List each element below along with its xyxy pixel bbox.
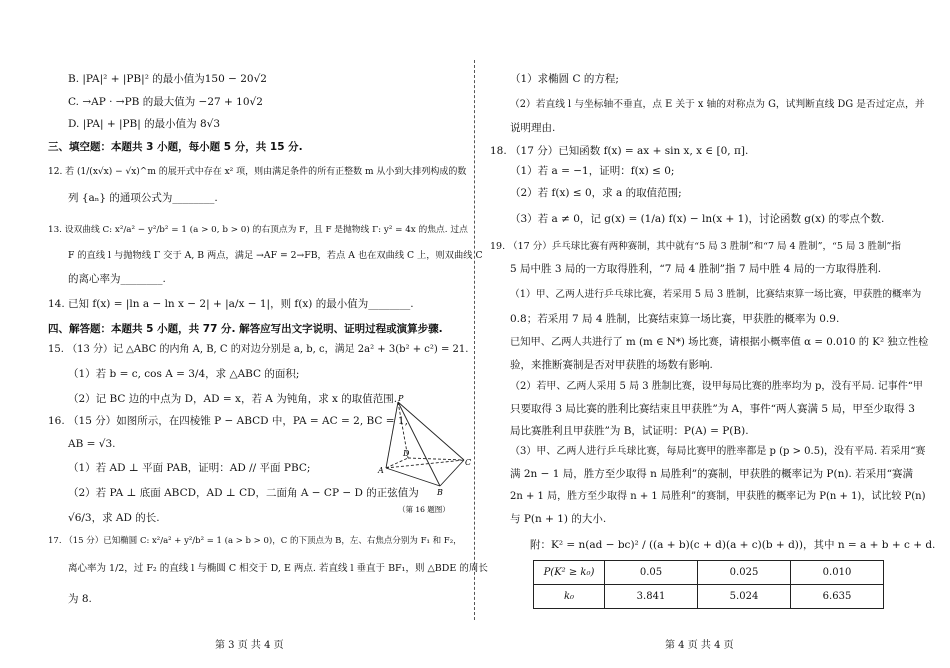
table-cell: 5.024 [698,585,791,609]
label-c: C [465,458,472,467]
right-text-line: 局比赛胜利且甲获胜”为 B，试证明：P(A) = P(B). [510,425,749,437]
left-text-line: 离心率为 1/2，过 F₂ 的直线 l 与椭圆 C 相交于 D, E 两点. 若直线 l 垂直于 BF₁，则 △BDE 的周长 [68,563,488,574]
table-cell: 0.025 [698,561,791,585]
right-text-line: 19. （17 分）乒乓球比赛有两种赛制，其中就有“5 局 3 胜制”和“7 局 4 胜制”，“5 局 3 胜制”指 [490,241,901,252]
left-text-line: AB = √3. [68,438,116,450]
left-text-line: 的离心率为________. [68,273,166,285]
left-text-line: 17. （15 分）已知椭圆 C: x²/a² + y²/b² = 1 (a > b > 0)，C 的下顶点为 B，左、右焦点分别为 F₁ 和 F₂， [48,536,462,546]
right-text-line: 已知甲、乙两人共进行了 m (m ∈ N*) 场比赛，请根据小概率值 α = 0.010 的 K² 独立性检 [510,336,929,348]
table-cell: 3.841 [605,585,698,609]
pyramid-figure [378,394,472,516]
right-text-line: （2）若甲、乙两人采用 5 局 3 胜制比赛，设甲每局比赛的胜率均为 p，没有平局. 记事件“甲 [510,381,923,392]
right-text-line: 5 局中胜 3 局的一方取得胜利，“7 局 4 胜制”指 7 局中胜 4 局的一方取得胜利. [510,263,882,275]
right-text-line: （1）甲、乙两人进行乒乓球比赛，若采用 5 局 3 胜制，比赛结束算一场比赛，甲获胜的概率为 [510,289,922,300]
table-cell: 6.635 [791,585,884,609]
k-squared-table [533,560,884,609]
left-text-line: 三、填空题：本题共 3 小题，每小题 5 分，共 15 分. [48,141,303,153]
right-text-line: （3）若 a ≠ 0，记 g(x) = (1/a) f(x) − ln(x + 1)，讨论函数 g(x) 的零点个数. [510,213,885,225]
right-text-line: 2n + 1 局，胜方至少取得 n + 1 局胜利”的赛制，甲获胜的概率记为 P(n + 1)，试比较 P(n) [510,491,926,502]
left-text-line: 列 {aₙ} 的通项公式为________. [68,192,218,204]
left-text-line: 15. （13 分）记 △ABC 的内角 A, B, C 的对边分别是 a, b, c，满足 2a² + 3(b² + c²) = 21. [48,344,469,355]
right-text-line: 满 2n − 1 局，胜方至少取得 n 局胜利”的赛制，甲获胜的概率记为 P(n). 若采用“赛满 [510,468,913,480]
right-text-line: 附：K² = n(ad − bc)² / ((a + b)(c + d)(a + c)(b + d))，其中 n = a + b + c + d. [530,539,936,551]
left-text-line: 四、解答题：本题共 5 小题，共 77 分. 解答应写出文字说明、证明过程或演算步骤. [48,323,443,335]
left-text-line: 14. 已知 f(x) = |ln a − ln x − 2| + |a/x − 1|，则 f(x) 的最小值为________. [48,298,414,310]
label-p: P [398,394,404,403]
label-d: D [403,449,410,458]
table-header-p: P(K² ≥ k₀) [534,561,605,585]
right-text-line: 0.8；若采用 7 局 4 胜制，比赛结束算一场比赛，甲获胜的概率为 0.9. [510,313,840,325]
left-text-line: C. →AP · →PB 的最大值为 −27 + 10√2 [68,96,263,108]
right-text-line: 说明理由. [510,122,556,134]
left-text-line: （2）若 PA ⊥ 底面 ABCD，AD ⊥ CD，二面角 A − CP − D 的正弦值为 [68,487,419,499]
left-text-line: F 的直线 l 与抛物线 Γ 交于 A, B 两点，满足 →AF = 2→FB，若点 A 也在双曲线 C 上，则双曲线 C [68,250,483,261]
page-divider [474,60,475,620]
figure-caption: （第 16 题图） [398,505,450,514]
left-text-line: （2）记 BC 边的中点为 D，AD = x，若 A 为钝角，求 x 的取值范围. [68,393,398,405]
right-footer: 第 4 页 共 4 页 [665,640,734,651]
left-text-line: 为 8. [68,593,92,605]
right-text-line: 验，来推断赛制是否对甲获胜的场数有影响. [510,359,713,371]
right-text-line: （2）若 f(x) ≤ 0，求 a 的取值范围; [510,187,682,199]
left-text-line: （1）若 AD ⊥ 平面 PAB，证明：AD // 平面 PBC; [68,462,311,474]
right-text-line: 与 P(n + 1) 的大小. [510,513,607,525]
right-text-line: （1）若 a = −1，证明：f(x) ≤ 0; [510,165,675,177]
left-text-line: B. |PA|² + |PB|² 的最小值为150 − 20√2 [68,73,267,85]
table-cell: 0.010 [791,561,884,585]
right-text-line: （3）甲、乙两人进行乒乓球比赛，每局比赛甲的胜率都是 p (p > 0.5)，没有平局. 若采用“赛 [510,446,926,457]
right-text-line: （2）若直线 l 与坐标轴不垂直，点 E 关于 x 轴的对称点为 G，试判断直线 DG 是否过定点，并 [510,99,925,110]
left-text-line: 16. （15 分）如图所示，在四棱锥 P − ABCD 中，PA = AC = 2, BC = 1, [48,415,408,427]
left-text-line: （1）若 b = c, cos A = 3/4，求 △ABC 的面积; [68,368,300,380]
right-text-line: 只要取得 3 局比赛的胜利比赛结束且甲获胜”为 A，事件“两人赛满 5 局，甲至少取得 3 [510,403,915,415]
table-cell: 0.05 [605,561,698,585]
left-text-line: √6/3，求 AD 的长. [68,512,160,524]
right-text-line: 18. （17 分）已知函数 f(x) = ax + sin x, x ∈ [0, π]. [490,145,749,157]
left-text-line: 12. 若 (1/(x√x) − √x)^m 的展开式中存在 x² 项，则由满足条件的所有正整数 m 从小到大排列构成的数 [48,167,467,177]
right-text-line: （1）求椭圆 C 的方程; [510,73,619,85]
left-text-line: 13. 设双曲线 C: x²/a² − y²/b² = 1 (a > 0, b > 0) 的右顶点为 F，且 F 是抛物线 Γ: y² = 4x 的焦点. 过点 [48,225,468,235]
label-b: B [437,488,443,497]
left-footer: 第 3 页 共 4 页 [215,640,284,651]
table-header-k0: k₀ [534,585,605,609]
label-a: A [378,466,384,475]
left-text-line: D. |PA| + |PB| 的最小值为 8√3 [68,118,221,130]
